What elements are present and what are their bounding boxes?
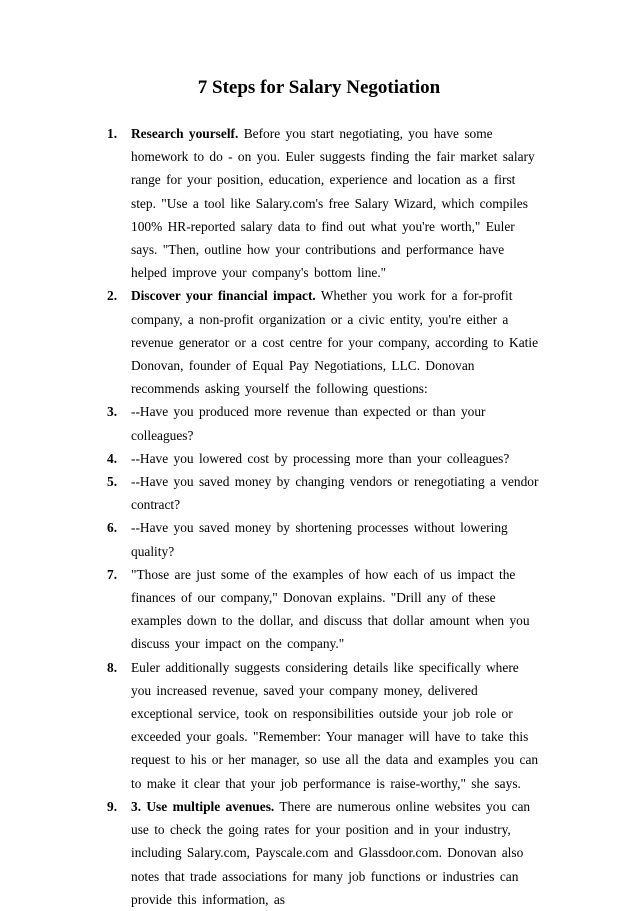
list-item [0,516,638,562]
list-item [0,470,638,516]
item-number: 9. [107,798,118,814]
item-text: --Have you saved money by shortening processes without lowering quality? [131,520,508,559]
steps-list [0,122,638,911]
item-number: 2. [107,288,118,304]
item-text: --Have you saved money by changing vendors or renegotiating a vendor contract? [131,474,539,513]
list-item [0,400,638,446]
item-number: 8. [107,659,118,675]
list-item [0,122,638,284]
item-number: 7. [107,566,118,582]
item-number: 4. [107,450,118,466]
item-text: There are numerous online websites you can use to check the going rates for your position and in your industry, including Salary.com, Payscale.com and Glassdoor.com. Donovan also notes that trade associations for many job functions or industries can provide this information, as [131,798,531,907]
item-number: 3. [107,404,118,420]
list-item [0,656,638,795]
item-lead: 3. Use multiple avenues. [131,798,275,814]
item-number: 1. [107,126,118,141]
list-item [0,795,638,911]
item-text: "Those are just some of the examples of how each of us impact the finances of our company," Donovan explains. "Drill any of these examples down to the dollar, and discuss that dollar amount when you discuss your impact on the company." [131,566,530,652]
item-text: Euler additionally suggests considering details like specifically where you increased revenue, saved your company money, delivered exceptional service, took on responsibilities outside your job role or exceeded your goals. "Remember: Your manager will have to take this request to his or her manager, so use all the data and examples you can to make it clear that your job performance is raise-worthy," she says. [131,659,539,791]
item-lead: Discover your financial impact. [131,288,316,304]
item-text: Before you start negotiating, you have some homework to do - on you. Euler suggests finding the fair market salary range for your position, education, experience and location as a first step. "Use a tool like Salary.com's free Salary Wizard, which compiles 100% HR-reported salary data to find out what you're worth," Euler says. "Then, outline how your contributions and performance have helped improve your company's bottom line." [131,126,535,281]
list-item [0,563,638,656]
item-number: 6. [107,520,118,536]
item-text: --Have you produced more revenue than expected or than your colleagues? [131,404,486,443]
list-item [0,284,638,400]
list-item [0,447,638,470]
item-text: --Have you lowered cost by processing more than your colleagues? [131,450,510,466]
item-text: Whether you work for a for-profit company, a non-profit organization or a civic entity, you're either a revenue generator or a cost centre for your company, according to Katie Donovan, founder of Equal Pay Negotiations, LLC. Donovan recommends asking yourself the following questions: [131,288,539,397]
page-title: 7 Steps for Salary Negotiation [197,77,441,98]
item-number: 5. [107,474,118,490]
item-lead: Research yourself. [131,126,239,141]
